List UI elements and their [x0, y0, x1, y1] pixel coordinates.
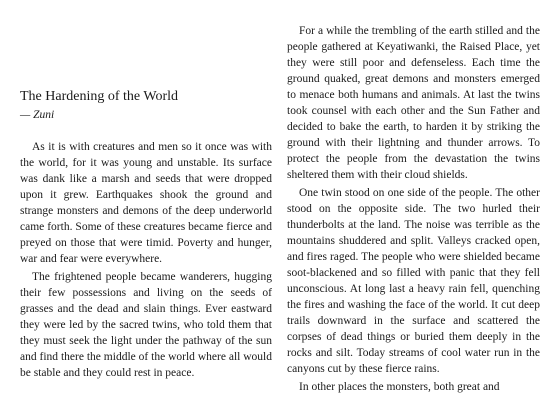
left-column-body	[20, 139, 272, 381]
paragraph: The frightened people became wanderers, hugging their few possessions and living on the seeds of grasses and the dead and slain things. Ever eastward they were led by the sacred twins, who told them that they must seek the light under the pathway of the sun and find there the middle of the world where all would be stable and they could rest in peace.	[20, 271, 272, 379]
paragraph: One twin stood on one side of the people. The other stood on the opposite side. The two hurled their thunderbolts at the land. The noise was terrible as the mountains shuddered and split. Valleys cracked open, and fires raged. The people who were shielded became soot-blackened and so filled with panic that they fell unconscious. At long last a heavy rain fell, quenching the fires and washing the face of the world. It cut deep trails downward in the surface and scattered the corpses of dead things or buried them deeply in the rocks and silt. Today streams of cool water run in the canyons cut by these fierce rains.	[287, 187, 540, 375]
paragraph: For a while the trembling of the earth stilled and the people gathered at Keyatiwanki, the Raised Place, yet they were still poor and defenseless. Each time the ground quaked, great demons and monsters emerged to menace both humans and animals. At last the twins took counsel with each other and the Sun Father and decided to bake the earth, to harden it by striking the ground with their lightning and thunder arrows. To protect the people from the devastation the twins sheltered them with their cloud shields.	[287, 25, 540, 181]
story-author: — Zuni	[20, 109, 55, 121]
right-column	[287, 23, 540, 397]
story-title: The Hardening of the World	[20, 89, 179, 104]
paragraph: As it is with creatures and men so it once was with the world, for it was young and unstable. Its surface was dank like a marsh and seeds that were dropped upon it grew. Earthquakes shook the ground and strange monsters and demons of the deep underworld came forth. Some of these creatures became fierce and preyed on those that were timid. Poverty and hunger, war and fear were everywhere.	[20, 141, 272, 265]
left-column	[20, 88, 272, 383]
paragraph: In other places the monsters, both great and	[299, 381, 500, 393]
